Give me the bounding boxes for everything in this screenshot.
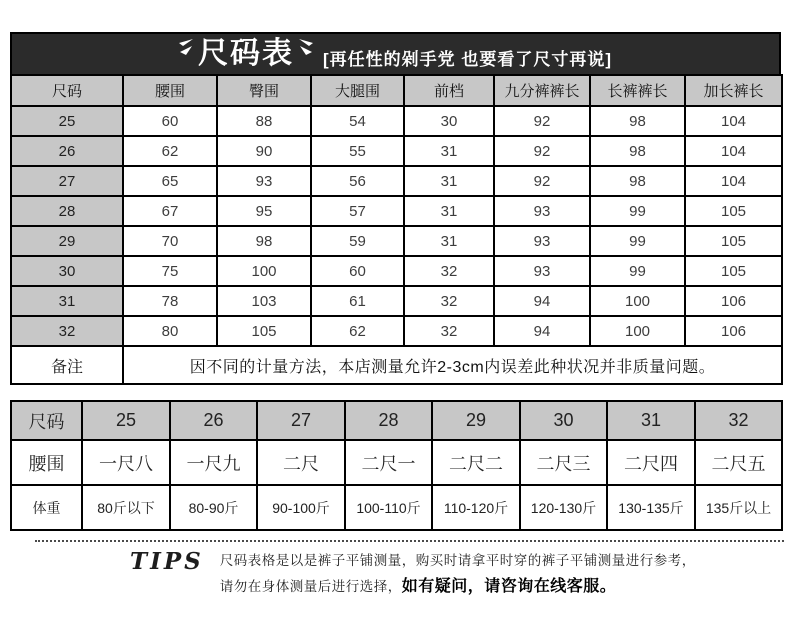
row-label-cell: 28 [11,196,123,226]
row-label-cell: 32 [11,316,123,346]
value-cell: 67 [123,196,217,226]
note-text-cell: 因不同的计量方法，本店测量允许2-3cm内误差此种状况并非质量问题。 [123,346,782,384]
value-cell: 56 [311,166,404,196]
value-cell: 88 [217,106,311,136]
header-cell: 25 [82,401,170,440]
value-cell: 80-90斤 [170,485,257,530]
value-cell: 103 [217,286,311,316]
value-cell: 99 [590,256,685,286]
value-cell: 70 [123,226,217,256]
value-cell: 32 [404,256,494,286]
conversion-table [10,400,783,531]
value-cell: 99 [590,196,685,226]
table-row [11,166,782,196]
value-cell: 135斤以上 [695,485,782,530]
value-cell: 54 [311,106,404,136]
value-cell: 98 [590,166,685,196]
conversion-table-body [11,440,782,530]
title-bar [10,32,781,74]
value-cell: 120-130斤 [520,485,607,530]
table-row [11,106,782,136]
value-cell: 104 [685,106,782,136]
value-cell: 31 [404,196,494,226]
value-cell: 32 [404,286,494,316]
value-cell: 105 [685,196,782,226]
value-cell: 55 [311,136,404,166]
header-cell: 大腿围 [311,75,404,106]
header-cell: 28 [345,401,432,440]
value-cell: 57 [311,196,404,226]
row-label-cell: 27 [11,166,123,196]
header-cell: 32 [695,401,782,440]
header-cell: 腰围 [123,75,217,106]
header-row [11,75,782,106]
value-cell: 93 [494,256,590,286]
value-cell: 80斤以下 [82,485,170,530]
value-cell: 100 [590,316,685,346]
value-cell: 105 [217,316,311,346]
size-table-note [11,346,782,384]
table-row [11,256,782,286]
table-row [11,286,782,316]
header-row [11,401,782,440]
value-cell: 100-110斤 [345,485,432,530]
value-cell: 62 [123,136,217,166]
header-cell: 26 [170,401,257,440]
value-cell: 62 [311,316,404,346]
value-cell: 30 [404,106,494,136]
header-cell: 27 [257,401,345,440]
tips-text-bold: 如有疑问，请咨询在线客服。 [401,577,617,595]
row-label-cell: 体重 [11,485,82,530]
table-row [11,196,782,226]
value-cell: 75 [123,256,217,286]
value-cell: 98 [590,106,685,136]
value-cell: 61 [311,286,404,316]
header-cell: 前档 [404,75,494,106]
value-cell: 31 [404,166,494,196]
value-cell: 90 [217,136,311,166]
table-row [11,316,782,346]
header-cell: 尺码 [11,401,82,440]
value-cell: 106 [685,286,782,316]
note-label-cell: 备注 [11,346,123,384]
value-cell: 31 [404,226,494,256]
size-table [10,74,783,385]
tips-text [220,549,700,601]
row-label-cell: 30 [11,256,123,286]
table-row [11,440,782,485]
header-cell: 尺码 [11,75,123,106]
row-label-cell: 31 [11,286,123,316]
tips-text-normal: 尺码表格是以是裤子平铺测量，购买时请拿平时穿的裤子平铺测量进行参考，请勿在身体测量后进行选择， [219,553,696,594]
size-table-body [11,106,782,346]
value-cell: 100 [217,256,311,286]
value-cell: 92 [494,136,590,166]
size-table-head [11,75,782,106]
value-cell: 65 [123,166,217,196]
value-cell: 94 [494,316,590,346]
value-cell: 80 [123,316,217,346]
header-cell: 30 [520,401,607,440]
value-cell: 一尺八 [82,440,170,485]
header-cell: 长裤裤长 [590,75,685,106]
value-cell: 二尺一 [345,440,432,485]
value-cell: 二尺二 [432,440,520,485]
value-cell: 100 [590,286,685,316]
header-cell: 臀围 [217,75,311,106]
value-cell: 130-135斤 [607,485,695,530]
header-cell: 九分裤裤长 [494,75,590,106]
value-cell: 92 [494,106,590,136]
page-title: 尺码表 [197,37,294,70]
header-cell: 加长裤长 [685,75,782,106]
tips-section [35,540,784,601]
value-cell: 二尺五 [695,440,782,485]
value-cell: 92 [494,166,590,196]
value-cell: 98 [217,226,311,256]
value-cell: 90-100斤 [257,485,345,530]
note-row [11,346,782,384]
header-cell: 31 [607,401,695,440]
value-cell: 78 [123,286,217,316]
page-subtitle: [再任性的剁手党 也要看了尺寸再说] [322,49,613,69]
value-cell: 二尺三 [520,440,607,485]
row-label-cell: 25 [11,106,123,136]
value-cell: 93 [494,226,590,256]
value-cell: 二尺 [257,440,345,485]
table-row [11,485,782,530]
row-label-cell: 腰围 [11,440,82,485]
value-cell: 93 [494,196,590,226]
header-cell: 29 [432,401,520,440]
value-cell: 110-120斤 [432,485,520,530]
table-row [11,136,782,166]
flash-mark-icon [179,39,195,56]
table-row [11,226,782,256]
value-cell: 32 [404,316,494,346]
value-cell: 二尺四 [607,440,695,485]
conversion-table-head [11,401,782,440]
value-cell: 31 [404,136,494,166]
row-label-cell: 26 [11,136,123,166]
value-cell: 95 [217,196,311,226]
value-cell: 106 [685,316,782,346]
tips-label: TIPS [130,548,204,575]
value-cell: 105 [685,226,782,256]
value-cell: 104 [685,136,782,166]
value-cell: 60 [311,256,404,286]
value-cell: 104 [685,166,782,196]
row-label-cell: 29 [11,226,123,256]
flash-mark-icon [297,39,313,56]
value-cell: 99 [590,226,685,256]
value-cell: 94 [494,286,590,316]
value-cell: 59 [311,226,404,256]
value-cell: 105 [685,256,782,286]
value-cell: 98 [590,136,685,166]
value-cell: 60 [123,106,217,136]
value-cell: 93 [217,166,311,196]
value-cell: 一尺九 [170,440,257,485]
